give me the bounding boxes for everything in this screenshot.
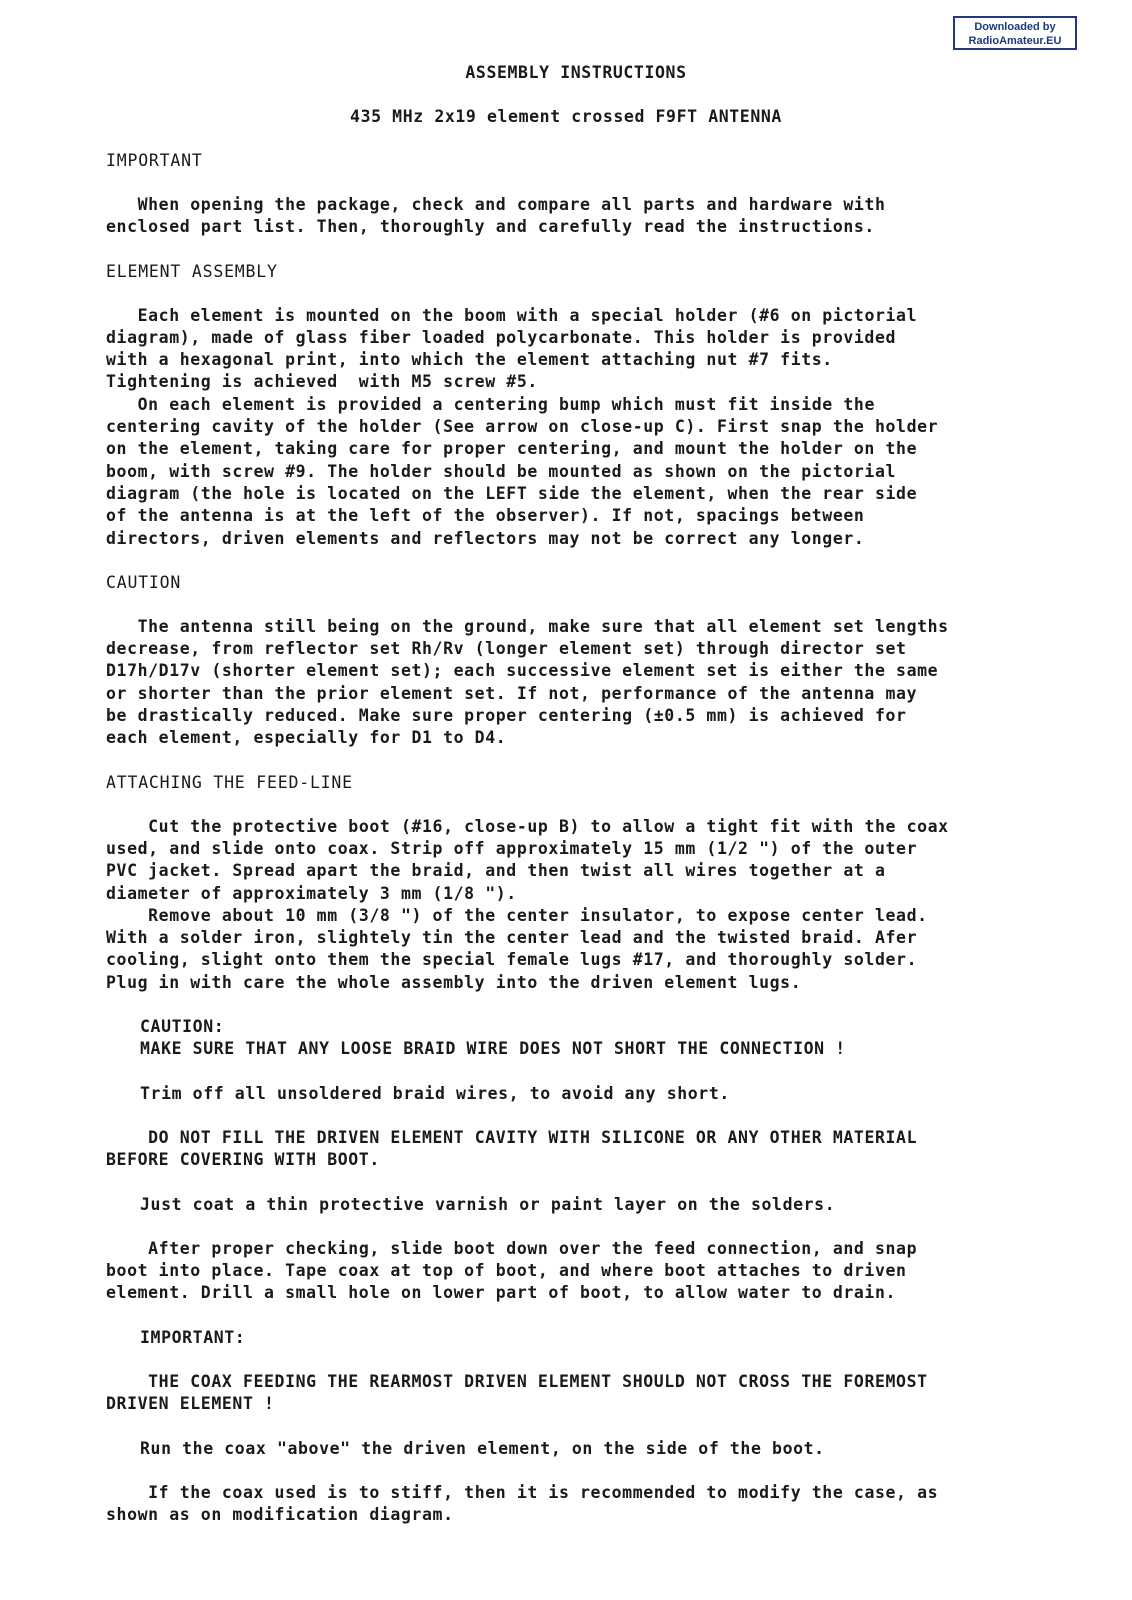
coat-paragraph: Just coat a thin protective varnish or paint layer on the solders. xyxy=(140,1194,836,1214)
important-2-heading: IMPORTANT: xyxy=(140,1327,246,1347)
feed-line-paragraph-1: Cut the protective boot (#16, close-up B) to allow a tight fit with the coax used, and slide onto coax. Strip off approximately 15 mm (1/2 ") of the outer PVC jacket. Spread apart the braid, and then twist all wires together at a diameter of approximately 3 mm (1/8 "). xyxy=(106,816,949,903)
document-subtitle: 435 MHz 2x19 element crossed F9FT ANTENNA xyxy=(350,107,782,126)
feed-line-paragraph-2: Remove about 10 mm (3/8 ") of the center insulator, to expose center lead. With a solder iron, slightely tin the center lead and the twisted braid. Afer cooling, slight onto them the special female lugs #17, and thoroughly solder. Plug in with care the whole assembly into the driven element lugs. xyxy=(106,905,928,992)
stamp-line-2: RadioAmateur.EU xyxy=(968,35,1062,47)
element-assembly-paragraph-2: On each element is provided a centering bump which must fit inside the centering cavity of the holder (See arrow on close-up C). First snap the holder on the element, taking care for proper centering, and mount the holder on the boom, with screw #9. The holder should be mounted as shown on the pictorial diagram (the hole is located on the LEFT side the element, when the rear side of the antenna is at the left of the observer). If not, spacings between directors, driven elements and reflectors may not be correct any longer. xyxy=(106,394,939,548)
caution-2-text: MAKE SURE THAT ANY LOOSE BRAID WIRE DOES NOT SHORT THE CONNECTION ! xyxy=(140,1039,846,1059)
run-coax-paragraph: Run the coax "above" the driven element, on the side of the boot. xyxy=(140,1438,825,1458)
stiff-coax-paragraph: If the coax used is to stiff, then it is recommended to modify the case, as shown as on modification diagram. xyxy=(106,1482,939,1525)
download-stamp xyxy=(953,16,1077,50)
coax-crossing-paragraph: THE COAX FEEDING THE REARMOST DRIVEN ELEMENT SHOULD NOT CROSS THE FOREMOST DRIVEN ELEMENT ! xyxy=(106,1371,928,1414)
element-assembly-heading: ELEMENT ASSEMBLY xyxy=(106,261,278,281)
after-checking-paragraph: After proper checking, slide boot down over the feed connection, and snap boot into place. Tape coax at top of boot, and where boot attaches to driven element. Drill a small hole on lower part of boot, to allow water to drain. xyxy=(106,1238,918,1303)
do-not-fill-paragraph: DO NOT FILL THE DRIVEN ELEMENT CAVITY WITH SILICONE OR ANY OTHER MATERIAL BEFORE COVERING WITH BOOT. xyxy=(106,1127,918,1170)
document-title: ASSEMBLY INSTRUCTIONS xyxy=(465,63,687,82)
stamp-line-1: Downloaded by xyxy=(974,21,1056,33)
feed-line-heading: ATTACHING THE FEED-LINE xyxy=(106,772,353,792)
important-paragraph: When opening the package, check and compare all parts and hardware with enclosed part list. Then, thoroughly and carefully read the instructions. xyxy=(106,195,886,237)
element-assembly-paragraph-1: Each element is mounted on the boom with a special holder (#6 on pictorial diagram), made of glass fiber loaded polycarbonate. This holder is provided with a hexagonal print, into which the element attaching nut #7 fits. Tightening is achieved with M5 screw #5. xyxy=(106,305,918,392)
document-page xyxy=(106,56,1026,1526)
caution-paragraph: The antenna still being on the ground, make sure that all element set lengths decrease, from reflector set Rh/Rv (longer element set) through director set D17h/D17v (shorter element set); each successive element set is either the same or shorter than the prior element set. If not, performance of the antenna may be drastically reduced. Make sure proper centering (±0.5 mm) is achieved for each element, especially for D1 to D4. xyxy=(106,616,949,748)
caution-2-heading: CAUTION: xyxy=(140,1017,225,1037)
caution-heading: CAUTION xyxy=(106,572,182,592)
important-heading: IMPORTANT xyxy=(106,151,203,170)
trim-paragraph: Trim off all unsoldered braid wires, to avoid any short. xyxy=(140,1083,730,1103)
